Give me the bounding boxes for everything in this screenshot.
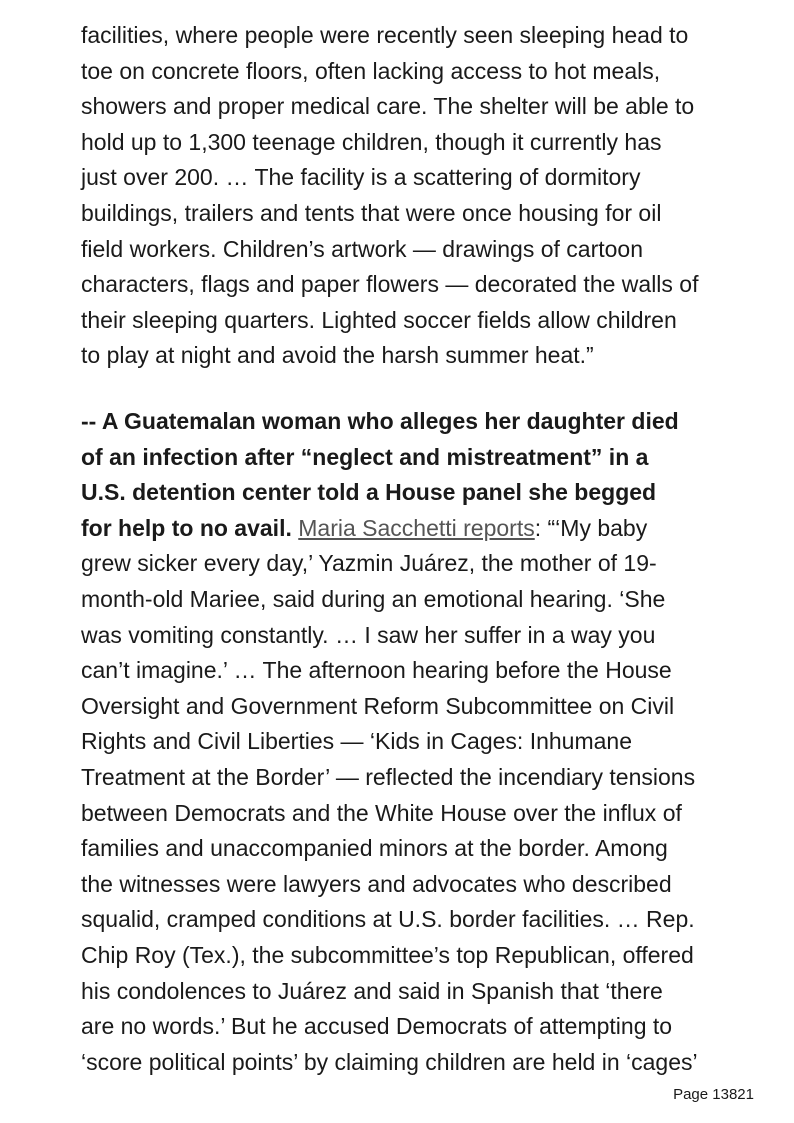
text-line: buildings, trailers and tents that were once housing for oil [81,199,662,226]
paragraph-facility-description [81,18,761,374]
text-line: between Democrats and the White House over the influx of [81,799,682,826]
text-line: grew sicker every day,’ Yazmin Juárez, the mother of 19- [81,550,657,577]
text-line: month-old Mariee, said during an emotional hearing. ‘She [81,585,666,612]
text-line: ‘score political points’ by claiming children are held in ‘cages’ [81,1048,698,1075]
headline-line: of an infection after “neglect and mistreatment” in a [81,443,649,470]
text-line: Rights and Civil Liberties — ‘Kids in Cages: Inhumane [81,728,632,755]
headline-line: -- A Guatemalan woman who alleges her daughter died [81,408,679,434]
text-line: their sleeping quarters. Lighted soccer fields allow children [81,306,677,333]
text-line: are no words.’ But he accused Democrats of attempting to [81,1013,673,1040]
page-number: Page 13821 [673,1086,754,1103]
text-line: Chip Roy (Tex.), the subcommittee’s top Republican, offered [81,941,694,968]
text-line: his condolences to Juárez and said in Spanish that ‘there [81,977,663,1004]
text-line: Treatment at the Border’ — reflected the incendiary tensions [81,763,696,790]
headline-line: U.S. detention center told a House panel she begged [81,479,657,506]
headline-line-end: for help to no avail. [81,514,292,541]
text-line: was vomiting constantly. … I saw her suffer in a way you [81,621,656,648]
text-line: toe on concrete floors, often lacking access to hot meals, [81,57,661,84]
paragraph-guatemalan-woman [81,404,761,1080]
text-line: field workers. Children’s artwork — drawings of cartoon [81,235,644,262]
text-line: just over 200. … The facility is a scattering of dormitory [81,164,641,191]
reporter-link[interactable]: Maria Sacchetti reports [298,514,535,541]
text-line: hold up to 1,300 teenage children, though it currently has [81,128,662,155]
text-line: squalid, cramped conditions at U.S. border facilities. … Rep. [81,906,695,933]
quote-start: : “‘My baby [534,514,648,541]
text-line: Oversight and Government Reform Subcommittee on Civil [81,692,675,719]
text-line: the witnesses were lawyers and advocates who described [81,870,672,897]
text-line: facilities, where people were recently seen sleeping head to [81,22,689,48]
text-line: characters, flags and paper flowers — decorated the walls of [81,271,699,298]
text-line: can’t imagine.’ … The afternoon hearing before the House [81,657,672,684]
text-line: to play at night and avoid the harsh summer heat.” [81,342,594,369]
mixed-line [81,511,761,547]
text-line: families and unaccompanied minors at the border. Among [81,835,668,862]
text-line: showers and proper medical care. The shelter will be able to [81,93,695,120]
